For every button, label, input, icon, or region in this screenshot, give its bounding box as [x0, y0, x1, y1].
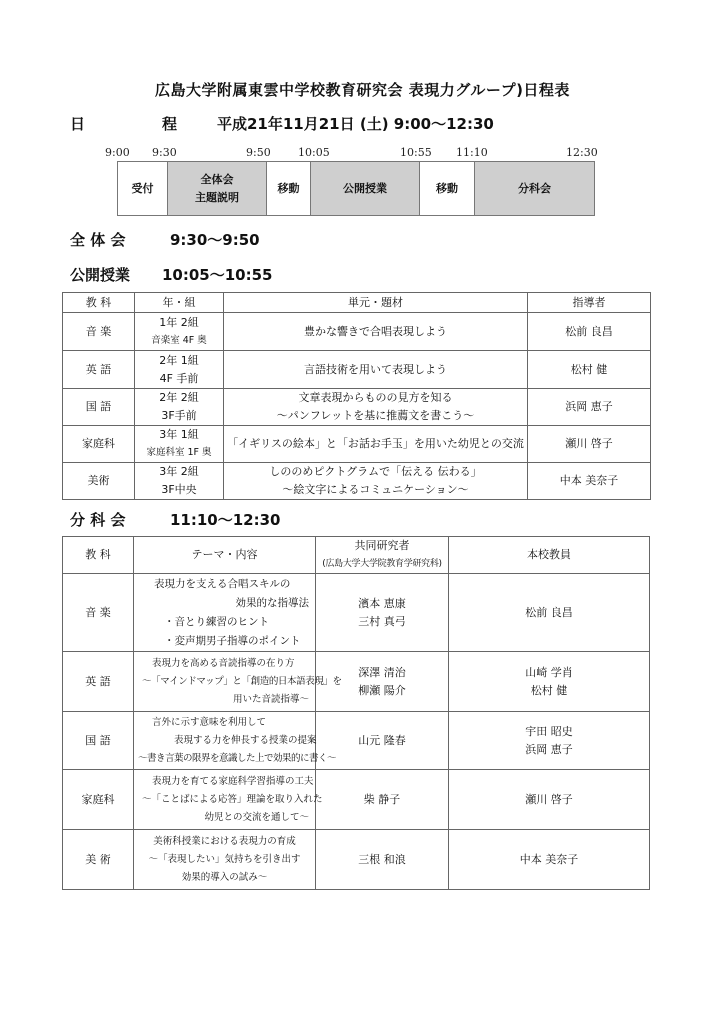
class-room: 3F中央: [161, 483, 197, 496]
theme-cell: [134, 712, 337, 770]
theme-line: ・音とり練習のヒント: [164, 615, 269, 628]
table-row: [63, 574, 650, 652]
class-room: 4F 手前: [159, 371, 199, 385]
researchers-cell: [316, 830, 449, 890]
timeline-block-label: 全体会: [200, 172, 234, 186]
researcher-name: 三根 和浪: [358, 852, 406, 866]
theme-line: 効果的な指導法: [235, 596, 309, 609]
staff-name: 瀬川 啓子: [525, 792, 573, 806]
open-class-heading: [70, 264, 273, 285]
staff-name: 松前 良昌: [525, 605, 573, 619]
researcher-name: 柴 静子: [363, 792, 401, 806]
open-class-label: 公開授業: [70, 266, 131, 284]
column-header: 指導者: [528, 293, 651, 313]
staff-cell: [449, 652, 650, 712]
plenary-heading: [70, 229, 260, 250]
staff-name: 松村 健: [530, 683, 568, 697]
researchers-cell: [316, 574, 449, 652]
theme-line: 表現する力を伸長する授業の提案: [174, 734, 317, 746]
staff-cell: [449, 770, 650, 830]
timeline-time: 10:55: [400, 146, 432, 159]
teacher-cell: 松村 健: [528, 351, 651, 389]
table-row: [63, 652, 650, 712]
class-name: 2年 1組: [159, 353, 199, 367]
timeline-time: 10:05: [298, 146, 330, 159]
theme-cell: [134, 830, 316, 890]
sectional-table: [62, 536, 650, 890]
document-title: 広島大学附属東雲中学校教育研究会 表現力グループ)日程表: [155, 81, 570, 99]
theme-line: 美術科授業における表現力の育成: [153, 835, 296, 847]
sectional-label: 分 科 会: [70, 511, 126, 529]
staff-name: 宇田 昭史: [525, 724, 573, 738]
timeline-block-label: 受付: [131, 181, 154, 195]
table-row: [63, 712, 650, 770]
column-header: 本校教員: [449, 537, 650, 574]
timeline-block-label: 公開授業: [343, 181, 387, 195]
theme-line: 〜「表現したい」気持ちを引き出す: [148, 853, 301, 865]
subject-cell: 音 楽: [63, 313, 135, 351]
open-class-time: 10:05〜10:55: [162, 266, 273, 284]
subject-cell: 国 語: [63, 712, 134, 770]
topic-cell: [224, 389, 528, 426]
staff-name: 浜岡 恵子: [525, 742, 573, 756]
topic-line: 〜パンフレットを基に推薦文を書こう〜: [276, 409, 475, 422]
staff-cell: [449, 574, 650, 652]
theme-cell: [134, 770, 323, 830]
table-header-row: [63, 293, 651, 313]
teacher-cell: 松前 良昌: [528, 313, 651, 351]
timeline-block-move: [266, 161, 311, 216]
open-class-table: [62, 292, 651, 500]
subject-cell: 音 楽: [63, 574, 134, 652]
sectional-heading: [70, 509, 281, 530]
class-name: 3年 2組: [159, 465, 199, 478]
teacher-cell: 中本 美奈子: [528, 463, 651, 500]
staff-name: 山崎 学肖: [525, 665, 573, 679]
theme-line: 用いた音読指導〜: [232, 693, 309, 705]
researcher-name: 深澤 清治: [358, 665, 406, 679]
subject-cell: 英 語: [63, 351, 135, 389]
staff-name: 中本 美奈子: [519, 852, 579, 866]
timeline-block-plenary: [167, 161, 267, 216]
researcher-name: 山元 隆春: [358, 733, 406, 747]
topic-line: しののめピクトグラムで「伝える 伝わる」: [269, 465, 482, 478]
theme-line: 〜書き言葉の限界を意識した上で効果的に書く〜: [138, 752, 337, 764]
timeline-block-move: [419, 161, 475, 216]
topic-line: 豊かな響きで合唱表現しよう: [304, 324, 447, 338]
table-row: [63, 389, 651, 426]
class-room: 家庭科室 1F 奥: [146, 447, 212, 458]
topic-cell: [224, 426, 528, 463]
researcher-name: 柳瀬 陽介: [358, 683, 406, 697]
topic-line: 言語技術を用いて表現しよう: [304, 362, 447, 376]
researcher-name: 三村 真弓: [358, 614, 406, 628]
column-header: テーマ・内容: [134, 537, 316, 574]
subject-cell: 英 語: [63, 652, 134, 712]
theme-line: 〜「マインドマップ」と「創造的日本語表現」を: [142, 675, 342, 687]
table-row: [63, 830, 650, 890]
timeline-time: 9:30: [152, 146, 177, 159]
teacher-cell: 瀬川 啓子: [528, 426, 651, 463]
topic-line: 「イギリスの絵本」と「お話お手玉」を用いた幼児との交流: [227, 437, 524, 450]
subject-cell: 家庭科: [63, 770, 134, 830]
class-name: 3年 1組: [159, 428, 199, 441]
timeline-block-sectional: [474, 161, 595, 216]
researchers-cell: [316, 770, 449, 830]
plenary-label: 全 体 会: [70, 231, 126, 249]
schedule-label-1: 日: [70, 115, 86, 133]
staff-cell: [449, 712, 650, 770]
class-room: 音楽室 4F 奥: [151, 334, 207, 346]
class-cell: [135, 351, 224, 389]
theme-line: ・変声期男子指導のポイント: [164, 634, 301, 647]
table-row: [63, 351, 651, 389]
theme-line: 表現力を育てる家庭科学習指導の工夫: [152, 775, 314, 787]
topic-line: 〜絵文字によるコミュニケーション〜: [282, 483, 469, 496]
subject-cell: 家庭科: [63, 426, 135, 463]
theme-line: 幼児との交流を通して〜: [204, 811, 309, 823]
theme-line: 表現力を支える合唱スキルの: [154, 577, 291, 590]
timeline-block-open-class: [310, 161, 420, 216]
class-name: 2年 2組: [159, 391, 199, 404]
timeline-block-reception: [117, 161, 168, 216]
column-header: 教 科: [63, 293, 135, 313]
theme-cell: [134, 652, 342, 712]
table-row: [63, 313, 651, 351]
class-room: 3F手前: [161, 409, 197, 422]
timeline-time: 12:30: [566, 146, 598, 159]
researchers-subheader: (広島大学大学院教育学研究科): [322, 559, 442, 569]
topic-line: 文章表現からものの見方を知る: [298, 391, 453, 404]
table-header-row: [63, 537, 650, 574]
subject-cell: 国 語: [63, 389, 135, 426]
staff-cell: [449, 830, 650, 890]
researcher-name: 濱本 恵康: [358, 596, 406, 610]
timeline-block-label: 分科会: [518, 181, 551, 195]
subject-cell: 美術: [63, 463, 135, 500]
class-cell: [135, 389, 224, 426]
teacher-cell: 浜岡 恵子: [528, 389, 651, 426]
table-row: [63, 463, 651, 500]
column-header: 単元・題材: [224, 293, 528, 313]
timeline-time: 9:50: [246, 146, 271, 159]
class-cell: [135, 313, 224, 351]
class-cell: [135, 426, 224, 463]
column-header: 年・組: [135, 293, 224, 313]
timeline-block-label: 主題説明: [195, 190, 239, 204]
theme-line: 効果的導入の試み〜: [181, 871, 268, 883]
timeline-time: 11:10: [456, 146, 488, 159]
subject-cell: 美 術: [63, 830, 134, 890]
class-cell: [135, 463, 224, 500]
table-row: [63, 770, 650, 830]
theme-line: 言外に示す意味を利用して: [152, 716, 267, 728]
topic-cell: [224, 313, 528, 351]
class-name: 1年 2組: [159, 315, 199, 329]
timeline-time: 9:00: [105, 146, 130, 159]
theme-cell: [134, 574, 316, 652]
timeline-block-label: 移動: [436, 181, 458, 195]
timeline-block-label: 移動: [277, 181, 300, 195]
topic-cell: [224, 351, 528, 389]
column-header: [316, 537, 449, 574]
topic-cell: [224, 463, 528, 500]
schedule-label-2: 程: [162, 115, 178, 133]
theme-line: 〜「ことばによる応答」理論を取り入れた: [142, 793, 323, 805]
sectional-time: 11:10〜12:30: [170, 511, 281, 529]
plenary-time: 9:30〜9:50: [170, 231, 260, 249]
schedule-line: [70, 113, 494, 134]
schedule-date: 平成21年11月21日 (土) 9:00〜12:30: [217, 115, 494, 133]
table-row: [63, 426, 651, 463]
column-header: 教 科: [63, 537, 134, 574]
theme-line: 表現力を高める音読指導の在り方: [152, 657, 295, 669]
researchers-header: 共同研究者: [354, 539, 410, 552]
